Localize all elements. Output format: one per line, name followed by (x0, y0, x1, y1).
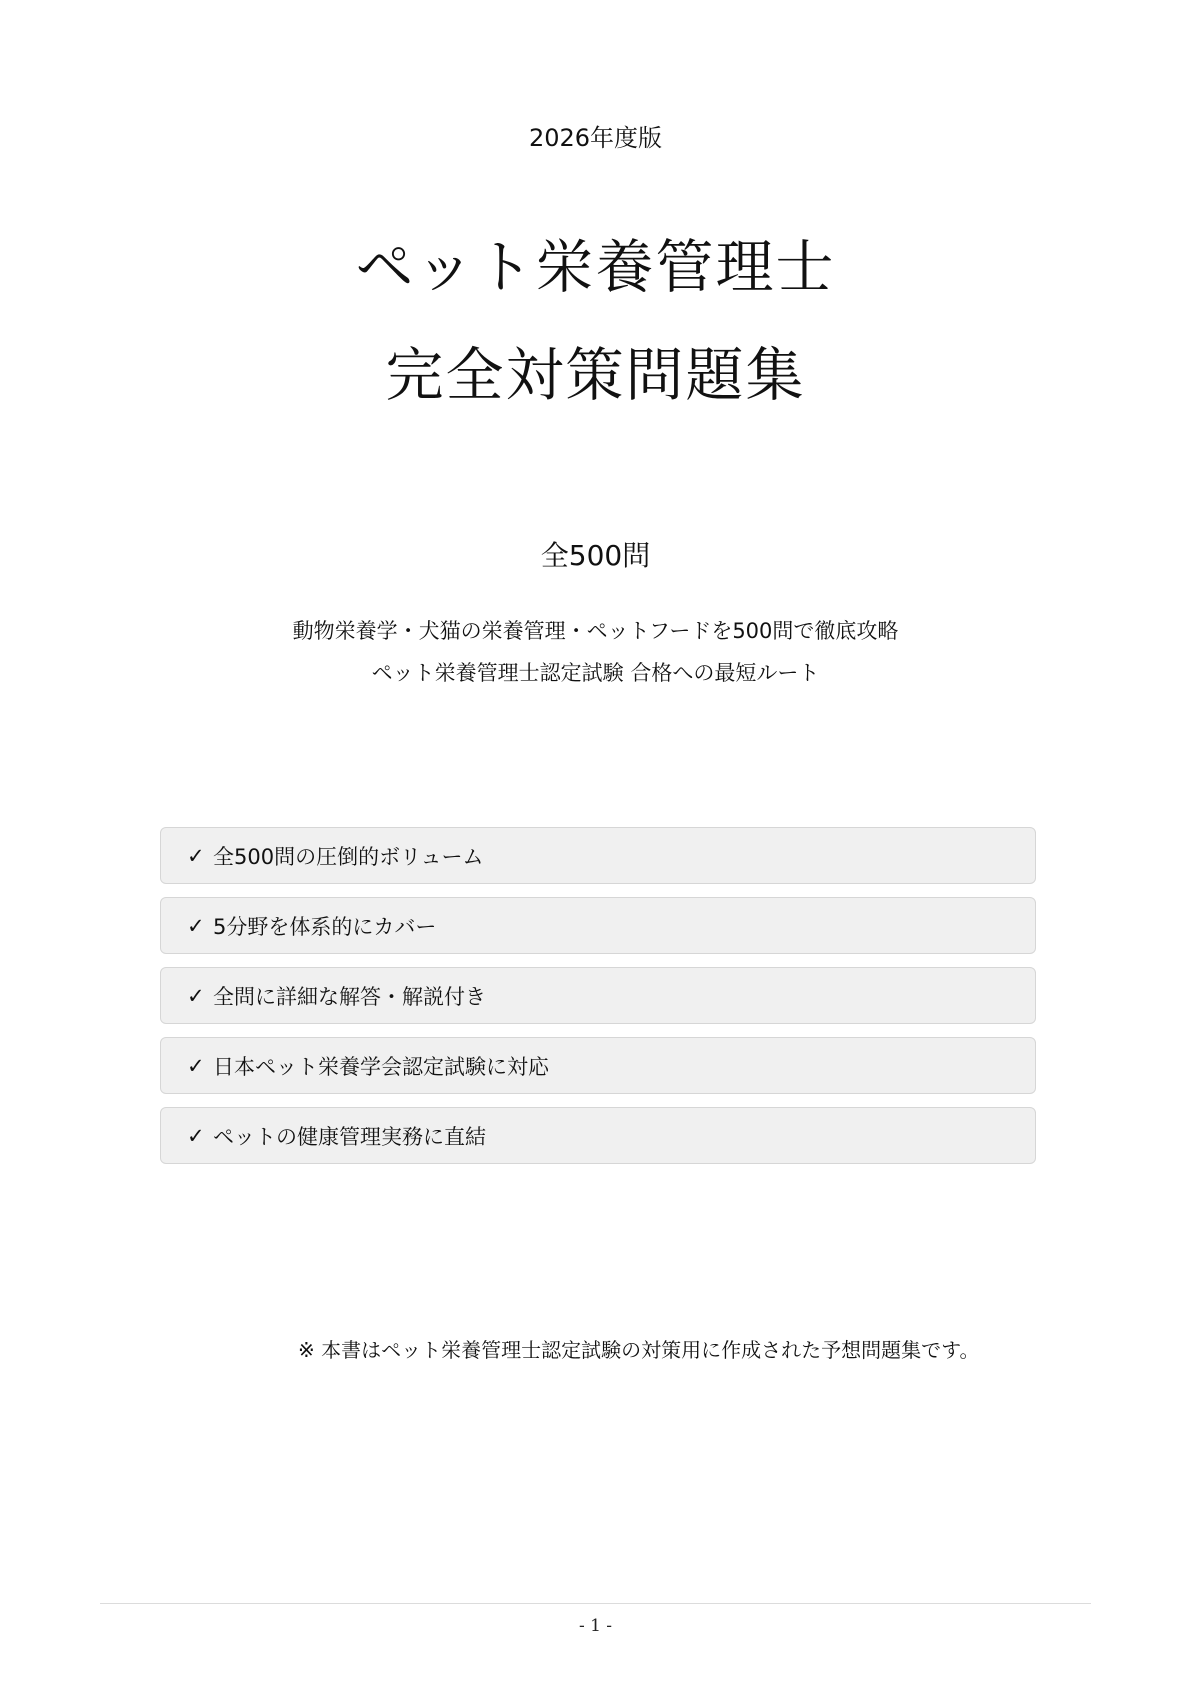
feature-label: ペットの健康管理実務に直結 (213, 1124, 486, 1149)
check-icon: ✓ (187, 1123, 205, 1148)
feature-item (160, 1037, 1036, 1094)
feature-label: 全500問の圧倒的ボリューム (213, 844, 484, 869)
feature-item (160, 1107, 1036, 1164)
feature-label: 全問に詳細な解答・解説付き (213, 984, 486, 1009)
footer-divider (100, 1603, 1091, 1604)
title-line-2: 完全対策問題集 (385, 341, 806, 409)
title-line-1: ペット栄養管理士 (355, 233, 836, 301)
check-icon: ✓ (187, 1053, 205, 1078)
edition-label: 2026年度版 (528, 124, 663, 152)
check-icon: ✓ (187, 913, 205, 938)
feature-item (160, 827, 1036, 884)
feature-item (160, 897, 1036, 954)
tagline-1: 動物栄養学・犬猫の栄養管理・ペットフードを500問で徹底攻略 (292, 619, 899, 643)
question-count: 全500問 (540, 539, 651, 572)
feature-item (160, 967, 1036, 1024)
check-icon: ✓ (187, 843, 205, 868)
feature-label: 日本ペット栄養学会認定試験に対応 (213, 1054, 549, 1079)
feature-list (160, 827, 1036, 1177)
tagline-2: ペット栄養管理士認定試験 合格への最短ルート (371, 661, 820, 685)
disclaimer-note: ※ 本書はペット栄養管理士認定試験の対策用に作成された予想問題集です。 (298, 1338, 980, 1362)
feature-label: 5分野を体系的にカバー (213, 914, 437, 939)
check-icon: ✓ (187, 983, 205, 1008)
page-number: - 1 - (578, 1616, 613, 1636)
